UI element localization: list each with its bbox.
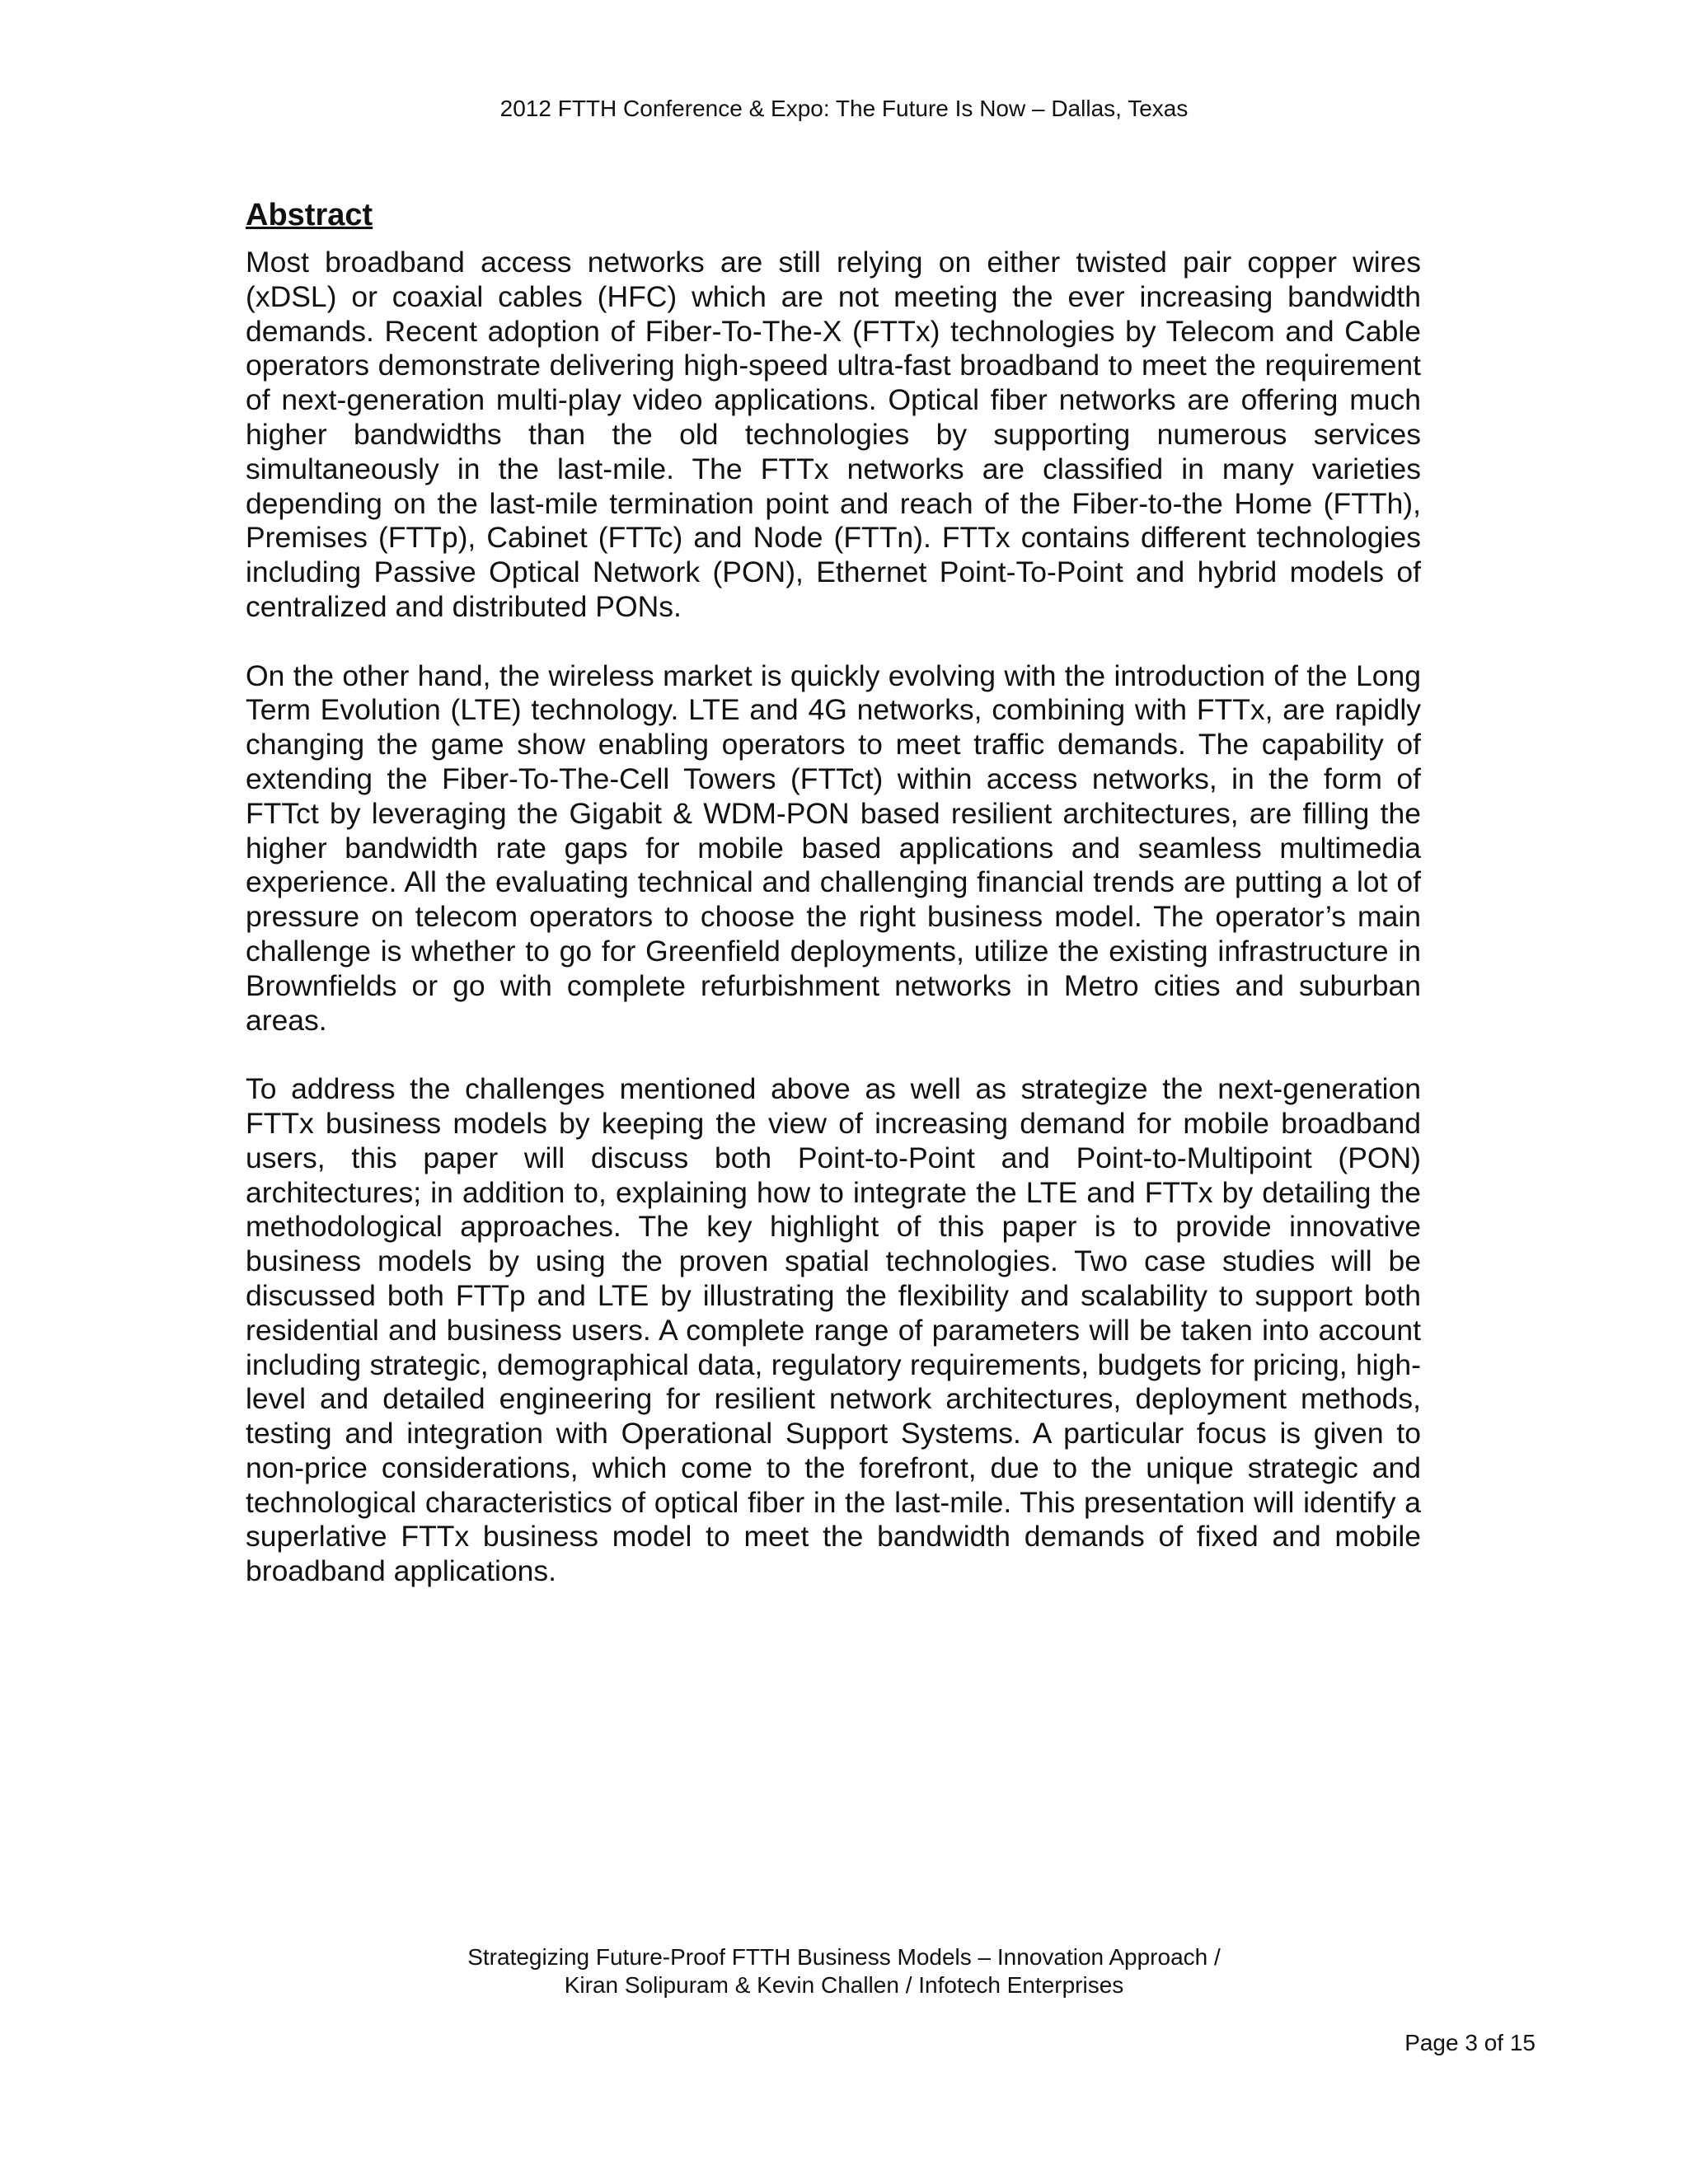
page-footer <box>0 1943 1688 1999</box>
section-title: Abstract <box>246 198 373 232</box>
abstract-paragraph-2: On the other hand, the wireless market is quickly evolving with the introduction of the Long Term Evolution (LTE) technology. LTE and 4G networks, combining with FTTx, are rapidly changing the game show enabling operators to meet traffic demands. The capability of extending the Fiber-To-The-Cell Towers (FTTct) within access networks, in the form of FTTct by leveraging the Gigabit & WDM-PON based resilient architectures, are filling the higher bandwidth rate gaps for mobile based applications and seamless multimedia experience. All the evaluating technical and challenging financial trends are putting a lot of pressure on telecom operators to choose the right business model. The operator’s main challenge is whether to go for Greenfield deployments, utilize the existing infrastructure in Brownfields or go with complete refurbishment networks in Metro cities and suburban areas. <box>246 658 1421 1037</box>
page-header <box>0 95 1688 123</box>
abstract-paragraph-1: Most broadband access networks are still relying on either twisted pair copper wires (xDSL) or coaxial cables (HFC) which are not meeting the ever increasing bandwidth demands. Recent adoption of Fiber-To-The-X (FTTx) technologies by Telecom and Cable operators demonstrate delivering high-speed ultra-fast broadband to meet the requirement of next-generation multi-play video applications. Optical fiber networks are offering much higher bandwidths than the old technologies by supporting numerous services simultaneously in the last-mile. The FTTx networks are classified in many varieties depending on the last-mile termination point and reach of the Fiber-to-the Home (FTTh), Premises (FTTp), Cabinet (FTTc) and Node (FTTn). FTTx contains different technologies including Passive Optical Network (PON), Ethernet Point-To-Point and hybrid models of centralized and distributed PONs. <box>246 246 1421 623</box>
abstract-paragraph-3: To address the challenges mentioned above as well as strategize the next-generation FTTx business models by keeping the view of increasing demand for mobile broadband users, this paper will discuss both Point-to-Point and Point-to-Multipoint (PON) architectures; in addition to, explaining how to integrate the LTE and FTTx by detailing the methodological approaches. The key highlight of this paper is to provide innovative business models by using the proven spatial technologies. Two case studies will be discussed both FTTp and LTE by illustrating the flexibility and scalability to support both residential and business users. A complete range of parameters will be taken into account including strategic, demographical data, regulatory requirements, budgets for pricing, high-level and detailed engineering for resilient network architectures, deployment methods, testing and integration with Operational Support Systems. A particular focus is given to non-price considerations, which come to the forefront, due to the unique strategic and technological characteristics of optical fiber in the last-mile. This presentation will identify a superlative FTTx business model to meet the bandwidth demands of fixed and mobile broadband applications. <box>246 1072 1421 1588</box>
footer-authors-line: Kiran Solipuram & Kevin Challen / Infotech Enterprises <box>564 1972 1124 1998</box>
footer-title-line: Strategizing Future-Proof FTTH Business Models – Innovation Approach / <box>467 1944 1221 1970</box>
conference-header-text: 2012 FTTH Conference & Expo: The Future Is Now – Dallas, Texas <box>499 96 1189 121</box>
page-number: Page 3 of 15 <box>1404 2030 1536 2055</box>
abstract-section <box>246 196 1421 1624</box>
